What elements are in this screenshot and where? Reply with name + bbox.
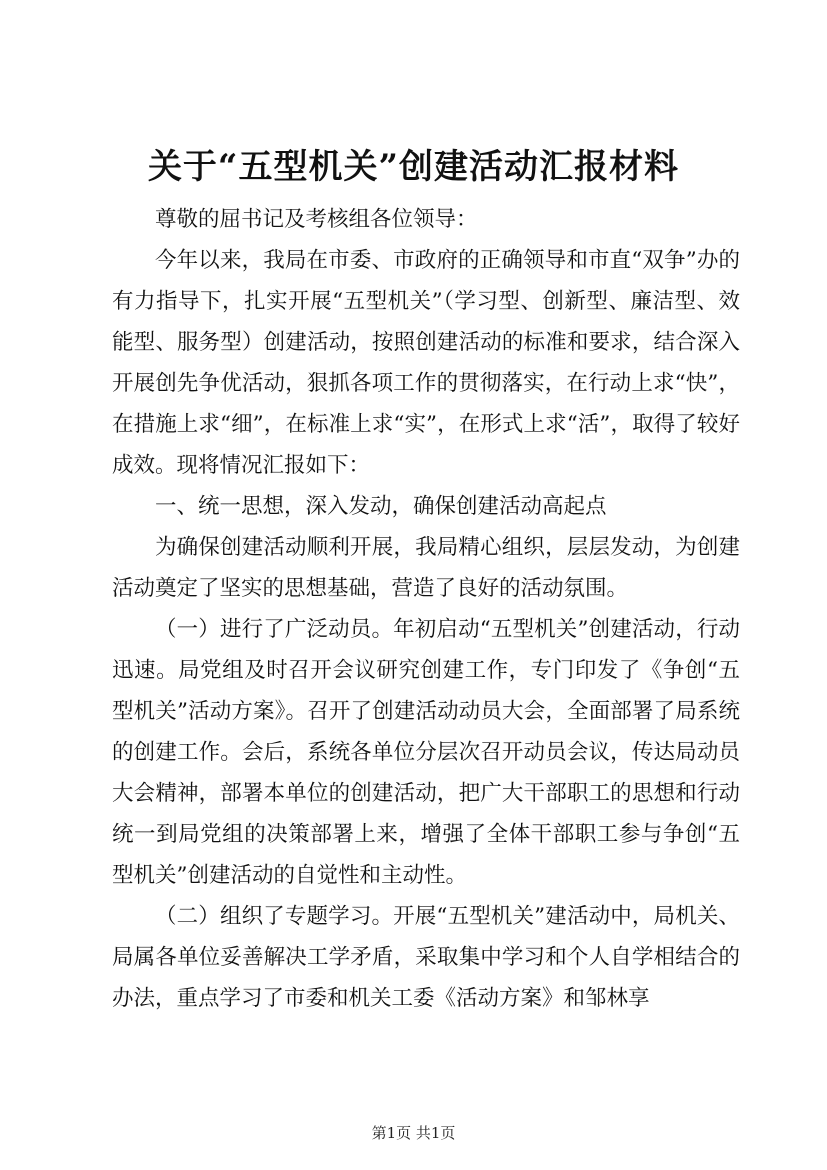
body-paragraph: 为确保创建活动顺利开展，我局精心组织，层层发动，为创建活动奠定了坚实的思想基础，营造了良好的活动氛围。 [112,535,740,601]
page-footer: 第1页 共1页 [371,1124,456,1142]
section-heading: 一、统一思想，深入发动，确保创建活动高起点 [155,494,607,519]
document-title: 关于“五型机关”创建活动汇报材料 [147,147,680,187]
body-paragraph: （二）组织了专题学习。开展“五型机关”建活动中，局机关、局属各单位妥善解决工学矛盾，采取集中学习和个人自学相结合的办法，重点学习了市委和机关工委《活动方案》和邹林享 [112,904,740,1011]
intro-paragraph: 今年以来，我局在市委、市政府的正确领导和市直“双争”办的有力指导下，扎实开展“五型机关”（学习型、创新型、廉洁型、效能型、服务型）创建活动，按照创建活动的标准和要求，结合深入开展创先争优活动，狠抓各项工作的贯彻落实，在行动上求“快”，在措施上求“细”，在标准上求“实”，在形式上求“活”，取得了较好成效。现将情况汇报如下： [112,248,740,478]
salutation-paragraph: 尊敬的屈书记及考核组各位领导： [155,207,478,232]
document-body [112,199,740,1019]
body-paragraph: （一）进行了广泛动员。年初启动“五型机关”创建活动，行动迅速。局党组及时召开会议研究创建工作，专门印发了《争创“五型机关”活动方案》。召开了创建活动动员大会，全面部署了局系统的创建工作。会后，系统各单位分层次召开动员会议，传达局动员大会精神，部署本单位的创建活动，把广大干部职工的思想和行动统一到局党组的决策部署上来，增强了全体干部职工参与争创“五型机关”创建活动的自觉性和主动性。 [112,617,740,888]
